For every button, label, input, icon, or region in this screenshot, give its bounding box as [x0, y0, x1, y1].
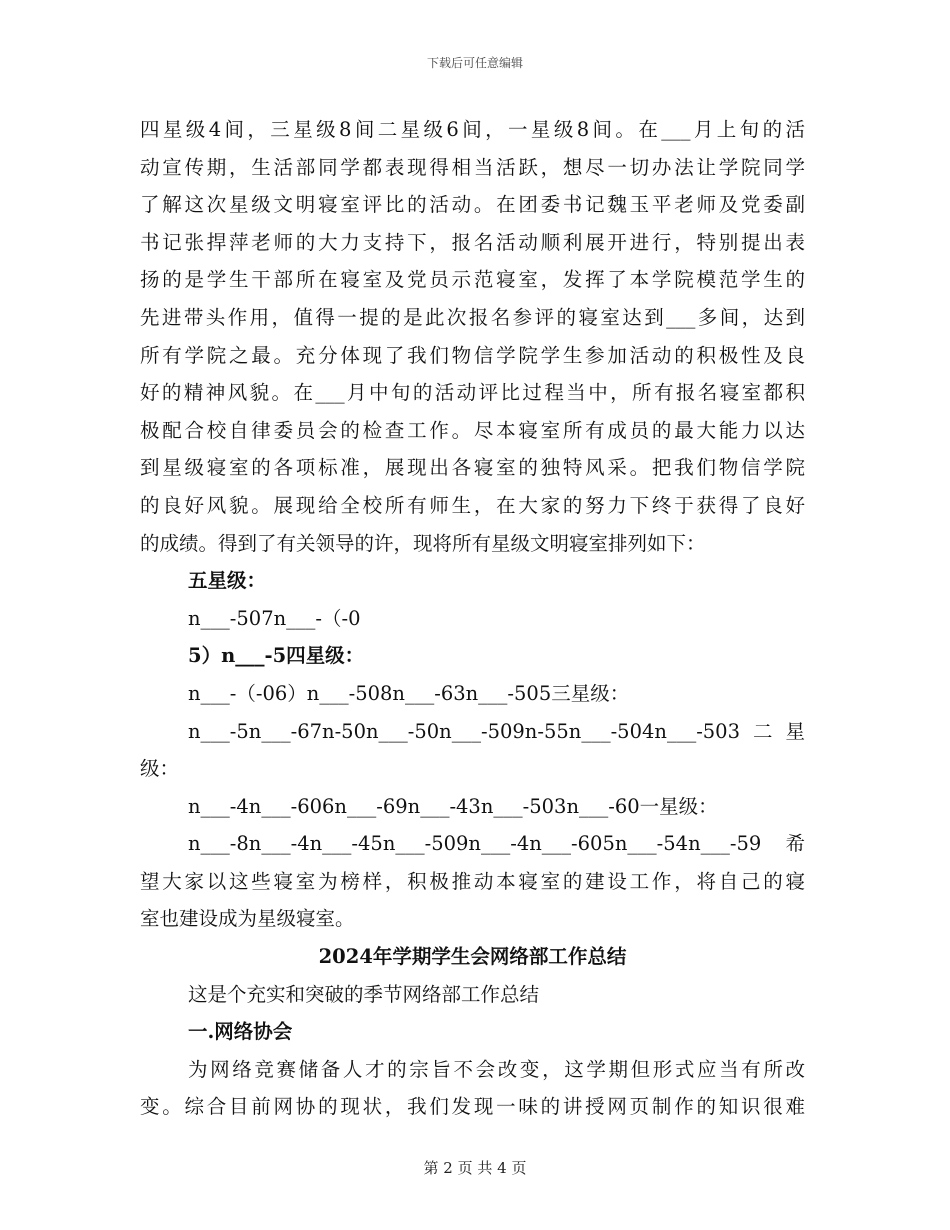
section-heading-four-star: 5）n___-5四星级：: [188, 644, 365, 668]
page-header: 下载后可任意编辑: [426, 56, 523, 70]
paragraph-line: 极配合校自律委员会的检查工作。尽本寝室所有成员的最大能力以达: [140, 418, 805, 442]
paragraph-line: 书记张捍萍老师的大力支持下，报名活动顺利展开进行，特别提出表: [140, 230, 805, 254]
paragraph-line: 为网络竞赛储备人才的宗旨不会改变，这学期但形式应当有所改: [188, 1057, 805, 1081]
paragraph-line: 的良好风貌。展现给全校所有师生，在大家的努力下终于获得了良好: [140, 493, 805, 517]
room-list-line: n___-（-06）n___-508n___-63n___-505三星级：: [188, 681, 630, 705]
paragraph-line: 变。综合目前网协的现状，我们发现一味的讲授网页制作的知识很难: [140, 1095, 805, 1119]
paragraph-line: 四星级4间，三星级8间二星级6间，一星级8间。在___月上旬的活: [140, 118, 805, 141]
paragraph-line: 到星级寝室的各项标准，展现出各寝室的独特风采。把我们物信学院: [140, 456, 805, 480]
paragraph-line: 这是个充实和突破的季节网络部工作总结: [188, 982, 540, 1006]
paragraph-line: 了解这次星级文明寝室评比的活动。在团委书记魏玉平老师及党委副: [140, 193, 805, 217]
section-title: 2024年学期学生会网络部工作总结: [318, 945, 627, 969]
paragraph-line: 的成绩。得到了有关领导的许，现将所有星级文明寝室排列如下：: [140, 531, 706, 555]
paragraph-line: 扬的是学生干部所在寝室及党员示范寝室，发挥了本学院模范学生的: [140, 268, 805, 292]
paragraph-line: 望大家以这些寝室为榜样，积极推动本寝室的建设工作，将自己的寝: [140, 869, 805, 893]
document-body: [140, 111, 805, 1126]
section-heading-five-star: 五星级：: [188, 569, 267, 593]
room-list-line: 级：: [140, 757, 180, 781]
room-list-line: n___-8n___-4n___-45n___-509n___-4n___-605n___-54n___-59希: [188, 832, 805, 856]
paragraph-line: 好的精神风貌。在___月中旬的活动评比过程当中，所有报名寝室都积: [140, 381, 805, 405]
paragraph-line: 动宣传期，生活部同学都表现得相当活跃，想尽一切办法让学院同学: [140, 155, 805, 179]
paragraph-line: 室也建设成为星级寝室。: [140, 907, 355, 931]
subsection-heading: 一.网络协会: [188, 1020, 293, 1044]
room-list-line: n___-4n___-606n___-69n___-43n___-503n___-60一星级：: [188, 794, 718, 818]
paragraph-line: 所有学院之最。充分体现了我们物信学院学生参加活动的积极性及良: [140, 343, 805, 367]
paragraph-line: 先进带头作用，值得一提的是此次报名参评的寝室达到___多间，达到: [140, 305, 805, 329]
room-list-line: n___-5n___-67n-50n___-50n___-509n-55n___-504n___-503二星: [188, 719, 805, 743]
room-list-line: n___-507n___-（-0: [188, 606, 361, 630]
page-footer: 第 2 页 共 4 页: [423, 1159, 527, 1177]
